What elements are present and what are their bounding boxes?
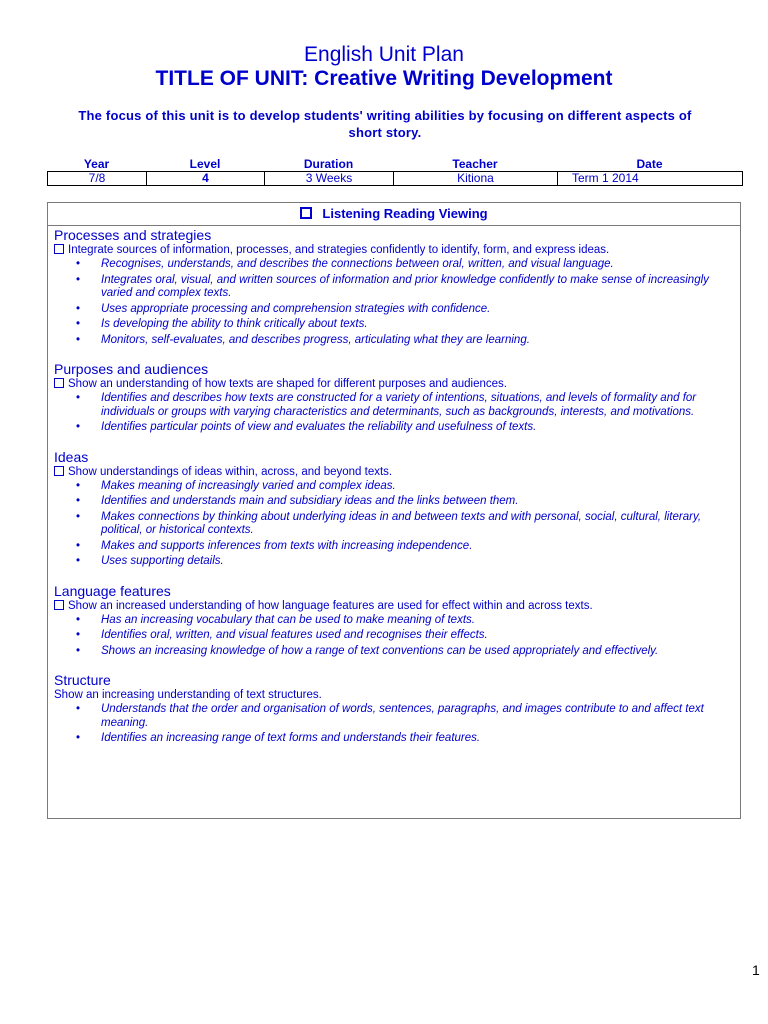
outcomes-box <box>47 202 741 819</box>
bullet-icon: • <box>76 510 81 523</box>
bullet-icon: • <box>76 273 81 286</box>
list-item <box>76 318 738 332</box>
bullet-icon: • <box>76 629 81 641</box>
list-item-text: Understands that the order and organisation of words, sentences, paragraphs, and images contribute to and affect text meaning. <box>101 703 704 729</box>
bullet-icon: • <box>76 495 81 507</box>
list-item <box>76 480 738 494</box>
list-item-text: Identifies and describes how texts are constructed for a variety of intentions, situations, and levels of formality and for individuals or groups with varying characteristics and determinants, such as backgrounds, interests, and motivations. <box>101 392 697 418</box>
list-item <box>76 495 738 509</box>
list-item-text: Recognises, understands, and describes the connections between oral, written, and visual language. <box>101 258 614 270</box>
info-table-header <box>47 157 742 171</box>
list-item <box>76 645 738 659</box>
list-item <box>76 334 738 348</box>
bullet-icon: • <box>76 539 81 552</box>
list-item <box>76 540 738 554</box>
list-item-text: Makes meaning of increasingly varied and complex ideas. <box>101 479 396 492</box>
bullet-list <box>76 614 738 659</box>
list-item-text: Has an increasing vocabulary that can be used to make meaning of texts. <box>101 613 475 626</box>
section-intro-text: Show an understanding of how texts are shaped for different purposes and audiences. <box>68 378 507 390</box>
checkbox-icon <box>54 244 64 254</box>
section-intro <box>54 688 738 703</box>
section-intro <box>54 243 738 258</box>
bullet-list <box>76 392 738 435</box>
checkbox-icon <box>54 466 64 476</box>
cell-duration: 3 Weeks <box>265 172 394 185</box>
bullet-icon: • <box>76 703 81 715</box>
list-item-text: Makes and supports inferences from texts with increasing independence. <box>101 539 473 552</box>
cell-level: 4 <box>147 172 265 185</box>
list-item <box>76 274 738 301</box>
list-item <box>76 303 738 317</box>
list-item-text: Uses supporting details. <box>101 555 224 567</box>
bullet-icon: • <box>76 421 81 433</box>
section-intro-text: Integrate sources of information, processes, and strategies confidently to identify, form, and express ideas. <box>68 244 610 256</box>
bullet-icon: • <box>76 258 81 270</box>
header-duration: Duration <box>303 157 354 171</box>
section-title: Ideas <box>54 448 89 465</box>
list-item <box>76 421 738 435</box>
list-item <box>76 511 738 538</box>
section-title: Language features <box>54 582 171 599</box>
header-year: Year <box>83 157 110 171</box>
info-table-row <box>47 171 743 186</box>
checkbox-icon <box>54 600 64 610</box>
section-intro-text: Show an increasing understanding of text structures. <box>54 689 322 701</box>
list-item <box>76 614 738 628</box>
section-intro <box>54 599 738 614</box>
list-item-text: Identifies and understands main and subsidiary ideas and the links between them. <box>101 495 519 507</box>
list-item <box>76 555 738 569</box>
header-level: Level <box>189 157 221 171</box>
list-item <box>76 732 738 746</box>
cell-year: 7/8 <box>48 172 147 185</box>
bullet-list <box>76 480 738 569</box>
unit-title: TITLE OF UNIT: Creative Writing Development <box>155 67 613 90</box>
bullet-list <box>76 258 738 347</box>
section-title: Processes and strategies <box>54 227 212 243</box>
section-title: Purposes and audiences <box>54 361 209 377</box>
list-item-text: Shows an increasing knowledge of how a range of text conventions can be used appropriately and effectively. <box>101 644 659 657</box>
page-number: 1 <box>752 962 760 978</box>
unit-focus: The focus of this unit is to develop students' writing abilities by focusing on different aspects of short story. <box>78 108 692 140</box>
list-item <box>76 629 738 643</box>
section-intro-text: Show an increased understanding of how language features are used for effect within and across texts. <box>68 599 593 612</box>
list-item-text: Identifies an increasing range of text forms and understands their features. <box>101 732 481 744</box>
list-item <box>76 392 738 419</box>
strand-label: Listening Reading Viewing <box>322 206 488 221</box>
checkbox-icon <box>54 378 64 388</box>
list-item-text: Integrates oral, visual, and written sources of information and prior knowledge confidently to make sense of increasingly varied and complex texts. <box>101 273 709 299</box>
cell-date: Term 1 2014 <box>572 171 639 185</box>
header-teacher: Teacher <box>452 157 498 171</box>
bullet-icon: • <box>76 333 81 346</box>
bullet-icon: • <box>76 302 81 315</box>
bullet-icon: • <box>76 479 81 492</box>
bullet-icon: • <box>76 613 81 626</box>
outcome-sections <box>54 227 738 748</box>
strand-header <box>48 203 740 226</box>
header-date: Date <box>636 157 663 171</box>
bullet-icon: • <box>76 555 81 567</box>
bullet-icon: • <box>76 644 81 657</box>
list-item-text: Monitors, self-evaluates, and describes progress, articulating what they are learning. <box>101 333 530 346</box>
list-item-text: Identifies oral, written, and visual features used and recognises their effects. <box>101 629 488 641</box>
bullet-icon: • <box>76 732 81 744</box>
list-item-text: Makes connections by thinking about underlying ideas in and between texts and with personal, social, cultural, literary, political, or historical contexts. <box>101 510 702 536</box>
section-title: Structure <box>54 672 111 688</box>
list-item-text: Identifies particular points of view and evaluates the reliability and usefulness of texts. <box>101 421 537 433</box>
page-title: English Unit Plan <box>304 43 464 66</box>
section-intro-text: Show understandings of ideas within, across, and beyond texts. <box>68 465 393 478</box>
list-item <box>76 703 738 730</box>
list-item-text: Uses appropriate processing and comprehension strategies with confidence. <box>101 302 491 315</box>
cell-teacher: Kitiona <box>394 172 558 185</box>
bullet-icon: • <box>76 318 81 330</box>
section-intro <box>54 377 738 392</box>
strand-checkbox-icon <box>300 207 312 219</box>
list-item-text: Is developing the ability to think critically about texts. <box>101 318 368 330</box>
bullet-icon: • <box>76 392 81 404</box>
bullet-list <box>76 703 738 746</box>
section-intro <box>54 465 738 480</box>
list-item <box>76 258 738 272</box>
